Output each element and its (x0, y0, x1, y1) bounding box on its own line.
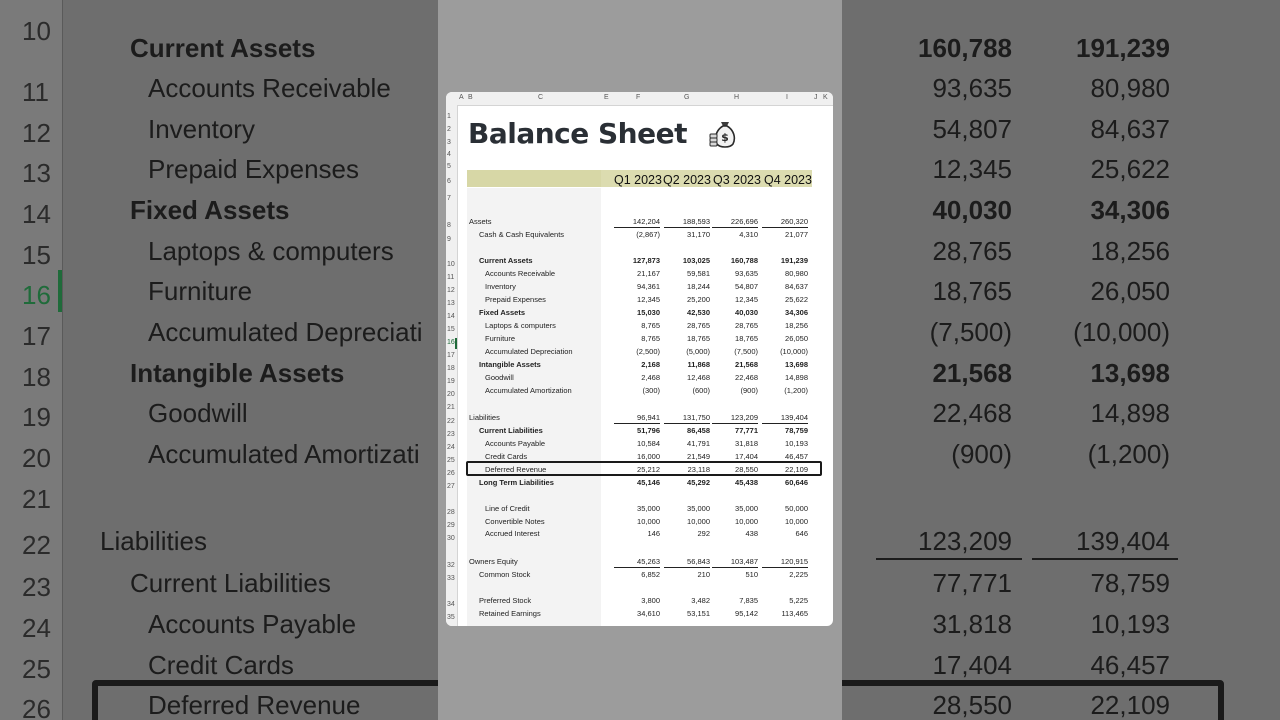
highlight-box-deferred-revenue (466, 461, 822, 476)
background-value-q3: 40,030 (932, 195, 1012, 225)
row-value: 25,622 (785, 295, 808, 304)
row-headers (446, 105, 458, 626)
background-row-label: Prepaid Expenses (148, 154, 360, 184)
background-value-q3: 21,568 (932, 358, 1012, 388)
row-value: 34,306 (785, 308, 808, 317)
row-number: 34 (447, 601, 455, 608)
row-value: 8,765 (641, 321, 660, 330)
row-value: 94,361 (637, 282, 660, 291)
background-value-q4: 84,637 (1090, 114, 1170, 144)
row-label: Long Term Liabilities (479, 478, 554, 487)
background-value-q3: 123,209 (918, 526, 1012, 556)
row-value: 28,550 (735, 465, 758, 474)
total-underline (762, 567, 808, 568)
row-value: 54,807 (735, 282, 758, 291)
row-value: (900) (740, 386, 758, 395)
background-value-q3: 12,345 (932, 154, 1012, 184)
row-value: 10,000 (687, 517, 710, 526)
row-value: 80,980 (785, 269, 808, 278)
background-value-q4: 34,306 (1090, 195, 1170, 225)
row-label: Fixed Assets (479, 308, 525, 317)
background-row-number: 15 (22, 240, 51, 270)
row-value: 260,320 (780, 217, 808, 226)
background-row-number: 22 (22, 530, 51, 560)
row-number: 6 (447, 178, 451, 185)
row-value: 53,151 (687, 609, 710, 618)
background-row-number: 20 (22, 443, 51, 473)
background-row-label: Laptops & computers (148, 236, 394, 266)
background-value-q3: 54,807 (932, 114, 1012, 144)
background-value-q4: 25,622 (1090, 154, 1170, 184)
row-value: 42,530 (687, 308, 710, 317)
row-label: Accounts Receivable (485, 269, 556, 278)
row-value: 40,030 (735, 308, 758, 317)
row-value: 11,868 (687, 360, 710, 369)
row-value: 21,568 (735, 360, 758, 369)
background-value-q3: (7,500) (929, 317, 1012, 347)
row-value: (2,867) (636, 230, 660, 239)
row-value: 21,167 (637, 269, 660, 278)
row-value: 34,610 (637, 609, 660, 618)
row-value: 16,000 (637, 452, 660, 461)
row-label: Common Stock (479, 570, 531, 579)
row-number: 19 (447, 378, 455, 385)
background-row-number: 16 (22, 280, 51, 310)
row-value: 95,142 (735, 609, 758, 618)
background-row-label: Current Liabilities (130, 568, 331, 598)
column-header-i: I (786, 94, 788, 101)
row-value: 86,458 (687, 426, 710, 435)
row-value: 35,000 (637, 504, 660, 513)
background-underline (876, 558, 1022, 560)
row-number: 1 (447, 113, 451, 120)
row-value: 31,818 (735, 439, 758, 448)
row-number: 4 (447, 151, 451, 158)
row-value: 120,915 (780, 557, 808, 566)
row-number: 33 (447, 575, 455, 582)
background-value-q4: 10,193 (1090, 609, 1170, 639)
row-value: (5,000) (686, 347, 710, 356)
row-value: 5,225 (789, 596, 808, 605)
background-row-number: 23 (22, 572, 51, 602)
background-value-q4: 14,898 (1090, 398, 1170, 428)
row-value: 12,345 (735, 295, 758, 304)
total-underline (712, 567, 758, 568)
row-number: 27 (447, 483, 455, 490)
column-header-h: H (734, 94, 740, 101)
background-value-q4: (1,200) (1087, 439, 1170, 469)
total-underline (614, 227, 660, 228)
row-value: 139,404 (780, 413, 808, 422)
row-number: 5 (447, 163, 451, 170)
row-number: 35 (447, 614, 455, 621)
row-value: 59,581 (687, 269, 710, 278)
row-value: 28,765 (687, 321, 710, 330)
background-row-label: Accounts Payable (148, 609, 357, 639)
total-underline (712, 423, 758, 424)
row-number: 29 (447, 522, 455, 529)
row-value: 25,212 (637, 465, 660, 474)
row-number: 22 (447, 418, 455, 425)
svg-text:$: $ (721, 131, 729, 144)
background-row-number: 26 (22, 694, 51, 720)
row-value: 60,646 (785, 478, 808, 487)
row-number: 25 (447, 457, 455, 464)
background-row-label: Liabilities (100, 526, 207, 556)
row-number: 16 (447, 339, 455, 346)
row-label: Accounts Payable (485, 439, 546, 448)
row-label: Retained Earnings (479, 609, 541, 618)
row-value: 41,791 (687, 439, 710, 448)
background-value-q3: 77,771 (932, 568, 1012, 598)
background-value-q4: (10,000) (1073, 317, 1170, 347)
row-value: 2,225 (789, 570, 808, 579)
row-label: Owners Equity (469, 557, 518, 566)
row-label: Goodwill (485, 373, 514, 382)
row-value: 18,244 (687, 282, 710, 291)
row-number: 20 (447, 391, 455, 398)
background-value-q4: 46,457 (1090, 650, 1170, 680)
row-number: 7 (447, 195, 451, 202)
row-value: 188,593 (682, 217, 710, 226)
row-number: 9 (447, 236, 451, 243)
row-value: 28,765 (735, 321, 758, 330)
background-row-number: 13 (22, 158, 51, 188)
row-value: 3,482 (691, 596, 710, 605)
row-value: (2,500) (636, 347, 660, 356)
background-value-q3: 160,788 (918, 33, 1012, 63)
row-number: 21 (447, 404, 455, 411)
background-row-label: Accumulated Amortizati (148, 439, 420, 469)
sheet-title: Balance Sheet (468, 117, 687, 150)
row-value: 17,404 (735, 452, 758, 461)
row-number: 13 (447, 300, 455, 307)
row-value: (600) (692, 386, 710, 395)
row-value: 6,852 (641, 570, 660, 579)
row-value: 50,000 (785, 504, 808, 513)
row-value: 21,077 (785, 230, 808, 239)
row-value: 103,025 (682, 256, 710, 265)
row-value: 142,204 (632, 217, 660, 226)
row-value: 3,800 (641, 596, 660, 605)
row-label: Line of Credit (485, 504, 530, 513)
row-value: 93,635 (735, 269, 758, 278)
row-value: 56,843 (687, 557, 710, 566)
spreadsheet-card (446, 92, 833, 626)
row-value: 46,457 (785, 452, 808, 461)
row-number: 14 (447, 313, 455, 320)
row-label: Intangible Assets (479, 360, 541, 369)
background-row-label: Accumulated Depreciati (148, 317, 423, 347)
background-value-q4: 139,404 (1076, 526, 1170, 556)
row-label: Accrued Interest (485, 529, 540, 538)
total-underline (664, 423, 710, 424)
total-underline (762, 423, 808, 424)
row-value: 14,898 (785, 373, 808, 382)
row-number: 8 (447, 222, 451, 229)
background-row-number: 21 (22, 484, 51, 514)
row-label: Accumulated Depreciation (485, 347, 573, 356)
row-number: 28 (447, 509, 455, 516)
background-value-q3: 18,765 (932, 276, 1012, 306)
row-number: 10 (447, 261, 455, 268)
row-value: (10,000) (780, 347, 808, 356)
row-value: 13,698 (785, 360, 808, 369)
quarter-header: Q2 2023 (663, 173, 711, 187)
column-header-e: E (604, 94, 609, 101)
background-value-q3: 22,468 (932, 398, 1012, 428)
background-row-label: Accounts Receivable (148, 73, 391, 103)
row-label: Accumulated Amortization (485, 386, 572, 395)
quarter-header: Q3 2023 (713, 173, 761, 187)
row-value: 84,637 (785, 282, 808, 291)
background-row-label: Furniture (148, 276, 253, 306)
row-label: Prepaid Expenses (485, 295, 546, 304)
total-underline (614, 567, 660, 568)
row-label: Liabilities (469, 413, 500, 422)
row-value: 438 (745, 529, 758, 538)
row-label: Current Assets (479, 256, 533, 265)
background-value-q4: 26,050 (1090, 276, 1170, 306)
selected-row-marker (455, 338, 457, 349)
background-row-label: Intangible Assets (130, 358, 345, 388)
background-row-number: 10 (22, 16, 51, 46)
row-value: 15,030 (637, 308, 660, 317)
row-label: Deferred Revenue (485, 465, 547, 474)
row-value: 10,000 (785, 517, 808, 526)
row-label: Assets (469, 217, 492, 226)
background-value-q4: 22,109 (1090, 690, 1170, 720)
background-selected-row-marker (58, 270, 62, 312)
row-label: Current Liabilities (479, 426, 543, 435)
row-number: 26 (447, 470, 455, 477)
row-value: 25,200 (687, 295, 710, 304)
row-value: 45,438 (735, 478, 758, 487)
row-label: Credit Cards (485, 452, 528, 461)
background-underline (1032, 558, 1178, 560)
row-number: 32 (447, 562, 455, 569)
row-value: 51,796 (637, 426, 660, 435)
row-value: 45,146 (637, 478, 660, 487)
total-underline (664, 567, 710, 568)
row-value: 210 (697, 570, 710, 579)
row-value: 510 (745, 570, 758, 579)
row-label: Preferred Stock (479, 596, 532, 605)
total-underline (664, 227, 710, 228)
quarter-header: Q1 2023 (614, 173, 662, 187)
background-row-number: 17 (22, 321, 51, 351)
money-bag-icon (708, 116, 742, 150)
column-header-k: K (823, 94, 828, 101)
row-value: 646 (795, 529, 808, 538)
row-value: 45,263 (637, 557, 660, 566)
background-row-headers (0, 0, 63, 720)
background-value-q3: 93,635 (932, 73, 1012, 103)
background-value-q4: 191,239 (1076, 33, 1170, 63)
row-number: 17 (447, 352, 455, 359)
row-label: Cash & Cash Equivalents (479, 230, 565, 239)
background-value-q4: 13,698 (1090, 358, 1170, 388)
row-value: 292 (697, 529, 710, 538)
row-number: 12 (447, 287, 455, 294)
row-value: 103,487 (730, 557, 758, 566)
row-value: 26,050 (785, 334, 808, 343)
row-number: 11 (447, 274, 455, 281)
row-value: 35,000 (735, 504, 758, 513)
background-row-number: 25 (22, 654, 51, 684)
background-value-q3: 17,404 (932, 650, 1012, 680)
background-row-label: Inventory (148, 114, 255, 144)
background-value-q3: 28,550 (932, 690, 1012, 720)
background-row-label: Goodwill (148, 398, 248, 428)
row-value: 8,765 (641, 334, 660, 343)
column-header-b: B (468, 94, 473, 101)
row-value: 23,118 (687, 465, 710, 474)
row-value: 18,256 (785, 321, 808, 330)
row-value: 4,310 (739, 230, 758, 239)
row-label: Inventory (485, 282, 516, 291)
row-value: (7,500) (734, 347, 758, 356)
row-label: Convertible Notes (485, 517, 545, 526)
background-row-number: 12 (22, 118, 51, 148)
row-value: 22,109 (785, 465, 808, 474)
row-value: (1,200) (784, 386, 808, 395)
background-row-number: 11 (22, 77, 49, 107)
background-row-label: Fixed Assets (130, 195, 290, 225)
row-label: Furniture (485, 334, 516, 343)
row-value: 160,788 (730, 256, 758, 265)
row-value: 18,765 (735, 334, 758, 343)
row-value: 22,468 (735, 373, 758, 382)
column-header-c: C (538, 94, 544, 101)
column-header-g: G (684, 94, 690, 101)
background-row-number: 18 (22, 362, 51, 392)
background-value-q3: 31,818 (932, 609, 1012, 639)
quarter-header: Q4 2023 (764, 173, 812, 187)
row-value: 31,170 (687, 230, 710, 239)
row-value: 96,941 (637, 413, 660, 422)
row-value: 10,584 (637, 439, 660, 448)
row-value: 78,759 (785, 426, 808, 435)
column-header-j: J (814, 94, 818, 101)
row-value: 123,209 (730, 413, 758, 422)
row-label: Laptops & computers (485, 321, 556, 330)
total-underline (762, 227, 808, 228)
row-value: 146 (647, 529, 660, 538)
row-value: 113,465 (781, 609, 808, 618)
row-value: 18,765 (687, 334, 710, 343)
background-value-q4: 78,759 (1090, 568, 1170, 598)
row-value: 10,193 (785, 439, 808, 448)
background-row-number: 14 (22, 199, 51, 229)
row-value: 2,468 (641, 373, 660, 382)
background-value-q4: 80,980 (1090, 73, 1170, 103)
row-value: 77,771 (735, 426, 758, 435)
row-number: 23 (447, 431, 455, 438)
background-value-q4: 18,256 (1090, 236, 1170, 266)
row-value: 35,000 (687, 504, 710, 513)
row-number: 3 (447, 139, 451, 146)
background-row-number: 24 (22, 613, 51, 643)
row-value: 12,345 (637, 295, 660, 304)
row-number: 24 (447, 444, 455, 451)
background-value-q3: 28,765 (932, 236, 1012, 266)
row-number: 18 (447, 365, 455, 372)
total-underline (614, 423, 660, 424)
row-value: 191,239 (780, 256, 808, 265)
row-number: 2 (447, 126, 451, 133)
row-value: 21,549 (687, 452, 710, 461)
total-underline (712, 227, 758, 228)
column-headers (446, 92, 833, 106)
background-row-label: Credit Cards (148, 650, 294, 680)
background-row-number: 19 (22, 402, 51, 432)
row-value: 45,292 (687, 478, 710, 487)
background-row-label: Current Assets (130, 33, 316, 63)
row-value: 7,835 (739, 596, 758, 605)
row-value: 10,000 (735, 517, 758, 526)
row-value: 2,168 (641, 360, 660, 369)
row-value: 12,468 (687, 373, 710, 382)
row-number: 30 (447, 535, 455, 542)
background-value-q3: (900) (951, 439, 1012, 469)
row-value: (300) (642, 386, 660, 395)
row-value: 10,000 (637, 517, 660, 526)
row-value: 131,750 (682, 413, 710, 422)
row-value: 226,696 (730, 217, 758, 226)
column-header-a: A (459, 94, 464, 101)
row-value: 127,873 (632, 256, 660, 265)
column-header-f: F (636, 94, 641, 101)
background-row-label: Deferred Revenue (148, 690, 361, 720)
row-number: 15 (447, 326, 455, 333)
